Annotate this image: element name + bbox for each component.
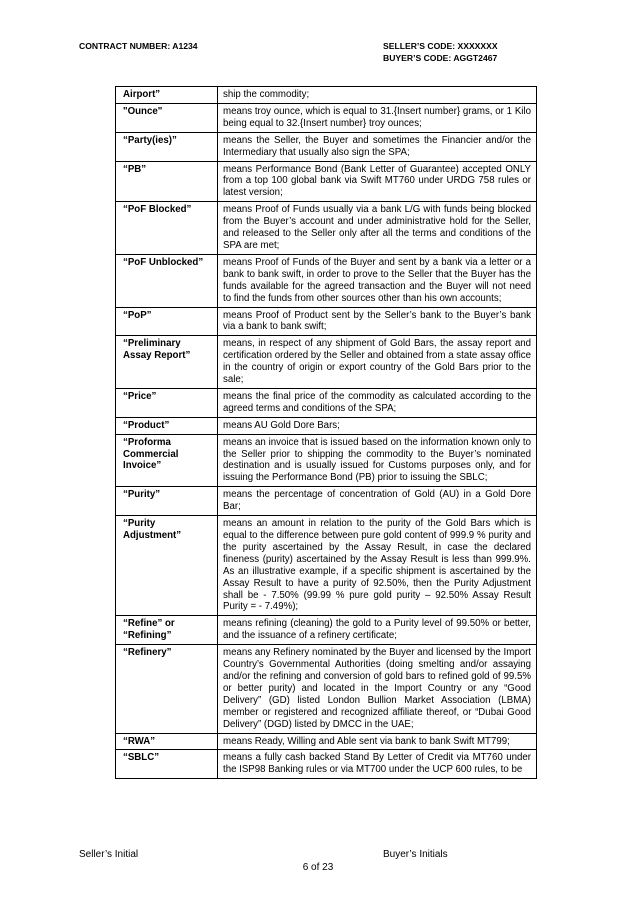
definition-row bbox=[116, 132, 537, 161]
definition-row bbox=[116, 254, 537, 307]
definition-term-label: “Refine” or “Refining” bbox=[123, 618, 175, 642]
definition-text: means Proof of Funds usually via a bank L/G with funds being blocked from the Buyer’s account and under administrative hold for the Seller, and released to the Seller only after all the terms and conditions of the SPA are met; bbox=[218, 202, 537, 255]
definition-term-label: “Price” bbox=[123, 390, 157, 402]
definition-text: means Performance Bond (Bank Letter of Guarantee) accepted ONLY from a top 100 global bank via Swift MT760 under URDG 758 rules or latest version; bbox=[218, 161, 537, 202]
definition-term-label: "Ounce" bbox=[123, 105, 163, 117]
definition-term bbox=[116, 750, 218, 779]
definition-term bbox=[116, 388, 218, 417]
definition-row bbox=[116, 487, 537, 516]
definition-row bbox=[116, 388, 537, 417]
definition-row bbox=[116, 307, 537, 336]
definition-term bbox=[116, 103, 218, 132]
definition-term-label: “Purity Adjustment” bbox=[123, 518, 182, 541]
definition-text: means a fully cash backed Stand By Letter of Credit via MT760 under the ISP98 Banking rules or via MT700 under the UCP 600 rules, to be bbox=[218, 750, 537, 779]
definition-row bbox=[116, 516, 537, 616]
definition-text: means Ready, Willing and Able sent via bank to bank Swift MT799; bbox=[218, 733, 537, 750]
definition-term bbox=[116, 132, 218, 161]
definition-term bbox=[116, 336, 218, 389]
definition-term bbox=[116, 516, 218, 616]
definition-row bbox=[116, 733, 537, 750]
definition-term bbox=[116, 254, 218, 307]
sellers-initial-label: Seller’s Initial bbox=[79, 849, 139, 860]
buyers-code: BUYER’S CODE: AGGT2467 bbox=[383, 53, 498, 63]
definition-term bbox=[116, 733, 218, 750]
definition-row bbox=[116, 750, 537, 779]
definition-text: means an invoice that is issued based on the information known only to the Seller prior to shipping the commodity to the Buyer’s nominated destination and is usually issued for Customs purposes only, and for issuing the Performance Bond (PB) prior to issuing the SBLC; bbox=[218, 434, 537, 487]
definition-term-label: “Party(ies)” bbox=[123, 134, 177, 146]
definition-text: ship the commodity; bbox=[218, 87, 537, 104]
definition-text: means, in respect of any shipment of Gold Bars, the assay report and certification ordered by the Seller and obtained from a state assay office in the country of origin or export country of the Gold Bars prior to the sale; bbox=[218, 336, 537, 389]
definition-term-label: “PB” bbox=[123, 163, 147, 175]
definition-term bbox=[116, 487, 218, 516]
definition-term-label: “Purity” bbox=[123, 489, 161, 501]
definition-row bbox=[116, 336, 537, 389]
definition-row bbox=[116, 434, 537, 487]
definition-text: means the final price of the commodity as calculated according to the agreed terms and conditions of the SPA; bbox=[218, 388, 537, 417]
definition-text: means refining (cleaning) the gold to a Purity level of 99.50% or better, and the issuance of a refinery certificate; bbox=[218, 616, 537, 645]
definition-row bbox=[116, 161, 537, 202]
definition-row bbox=[116, 202, 537, 255]
definition-term-label: “RWA” bbox=[123, 735, 156, 747]
definition-term bbox=[116, 87, 218, 104]
definition-term bbox=[116, 616, 218, 645]
definition-text: means an amount in relation to the purity of the Gold Bars which is equal to the difference between pure gold content of 999.9 % purity and the purity ascertained by the Assay Result, in case the declared fineness (purity) ascertained by the Assay Result is less than 999.9%. As an illustrative example, if a specific shipment is ascertained by the Assay Result to have a purity of 92.50%, then the Purity Adjustment shall be - 7.50% (99.99 % pure gold purity – 92.50% Assay Result Purity = - 7.49%); bbox=[218, 516, 537, 616]
definition-term-label: “Proforma Commercial Invoice” bbox=[123, 436, 179, 472]
definitions-table bbox=[115, 86, 537, 779]
page-number: 6 of 23 bbox=[302, 862, 334, 873]
definition-term-label: “Refinery” bbox=[123, 647, 172, 659]
definition-term bbox=[116, 434, 218, 487]
definition-row bbox=[116, 417, 537, 434]
sellers-code: SELLER’S CODE: XXXXXXX bbox=[383, 41, 498, 51]
definition-text: means the percentage of concentration of Gold (AU) in a Gold Dore Bar; bbox=[218, 487, 537, 516]
definition-text: means the Seller, the Buyer and sometimes the Financier and/or the Intermediary that usually also sign the SPA; bbox=[218, 132, 537, 161]
definition-text: means troy ounce, which is equal to 31.{Insert number} grams, or 1 Kilo being equal to 32.{Insert number} troy ounces; bbox=[218, 103, 537, 132]
definition-term bbox=[116, 307, 218, 336]
contract-number: CONTRACT NUMBER: A1234 bbox=[79, 41, 198, 51]
definition-term bbox=[116, 161, 218, 202]
definition-row bbox=[116, 645, 537, 733]
definition-term-label: “PoP” bbox=[123, 309, 152, 321]
definition-row bbox=[116, 103, 537, 132]
definition-term-label: Airport” bbox=[123, 89, 161, 100]
party-codes bbox=[383, 40, 498, 64]
definition-text: means Proof of Product sent by the Seller’s bank to the Buyer’s bank via a bank to bank swift; bbox=[218, 307, 537, 336]
definition-term bbox=[116, 417, 218, 434]
definition-row bbox=[116, 87, 537, 104]
definition-term-label: “PoF Unblocked” bbox=[123, 256, 204, 268]
definition-term bbox=[116, 645, 218, 733]
definition-term-label: “Preliminary Assay Report” bbox=[123, 338, 191, 362]
definition-row bbox=[116, 616, 537, 645]
definition-text: means Proof of Funds of the Buyer and sent by a bank via a letter or a bank to bank swift, in order to prove to the Seller that the Buyer has the funds available for the agreed transaction and the Buyer will not need to find the funds from other sources other than his own accounts; bbox=[218, 254, 537, 307]
definition-term-label: “PoF Blocked” bbox=[123, 204, 192, 216]
buyers-initials-label: Buyer’s Initials bbox=[383, 849, 448, 860]
definition-term-label: “SBLC” bbox=[123, 752, 160, 764]
definition-text: means AU Gold Dore Bars; bbox=[218, 417, 537, 434]
definition-term-label: “Product” bbox=[123, 419, 170, 431]
definitions-table-body bbox=[116, 87, 537, 779]
definition-term bbox=[116, 202, 218, 255]
definition-text: means any Refinery nominated by the Buyer and licensed by the Import Country’s Governmental Authorities (doing smelting and/or assaying and/or the refining and conversion of gold bars to refined gold of 99.5% or better purity) and located in the Import Country or any “Good Delivery” (GD) listed London Bullion Market Association (LBMA) member or registered and recognized affiliate thereof, or “Dubai Good Delivery” (DGD) listed by DMCC in the UAE; bbox=[218, 645, 537, 733]
